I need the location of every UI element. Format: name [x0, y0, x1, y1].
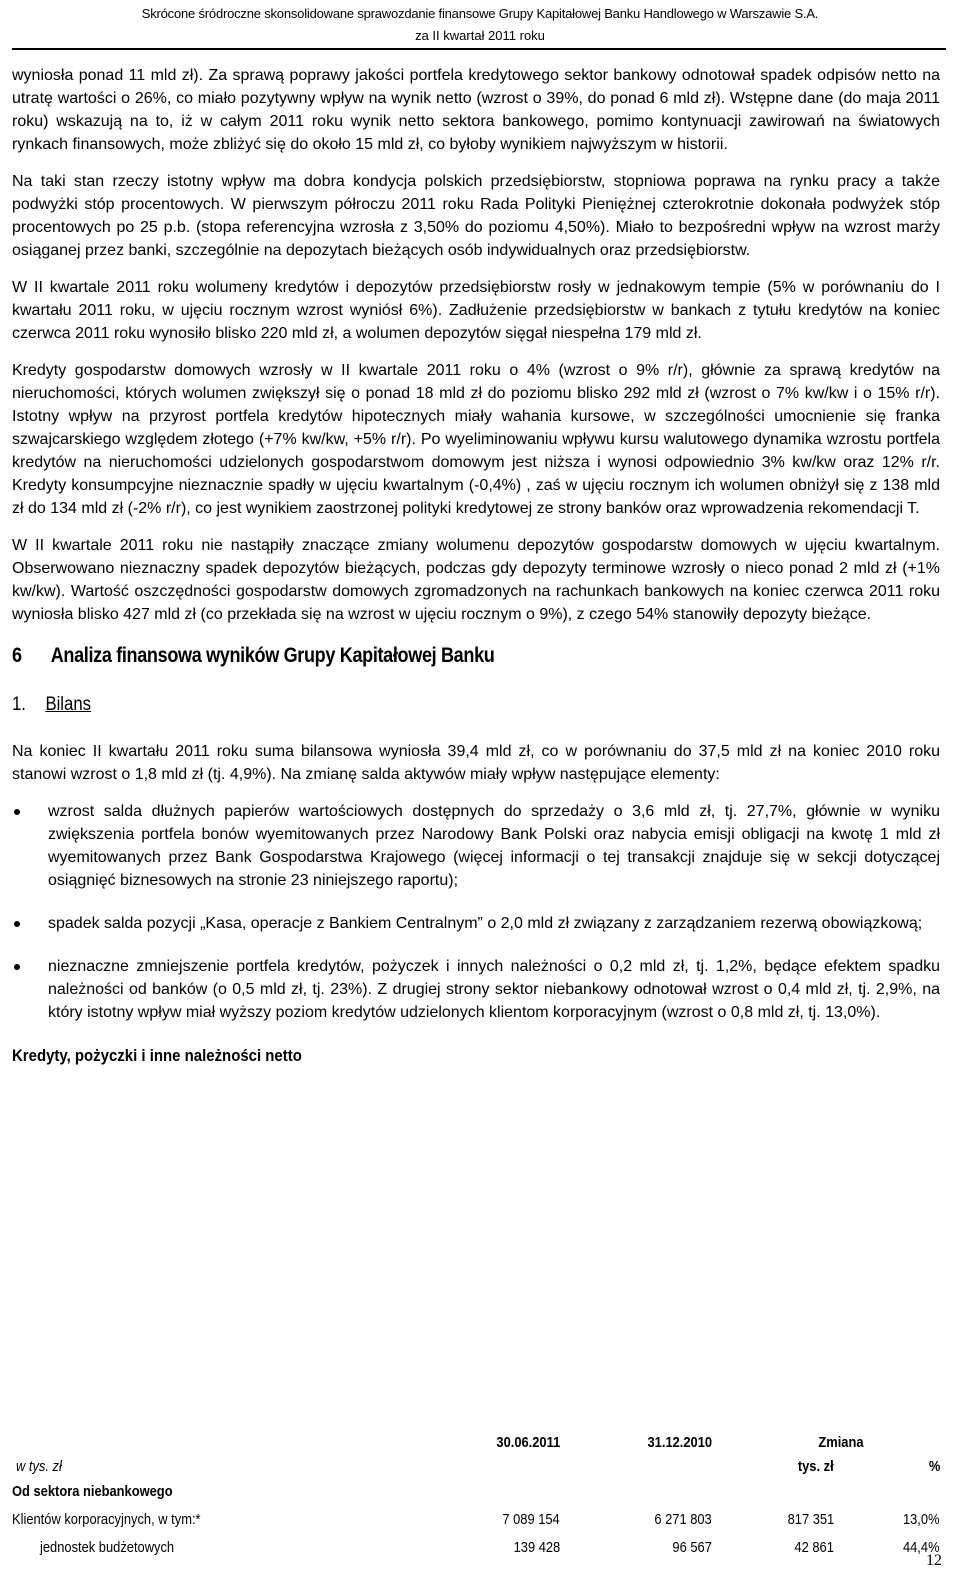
value-change: 42 861	[794, 1539, 834, 1556]
bullet-list	[12, 800, 940, 1024]
table-subheader-row	[12, 1456, 942, 1480]
column-header-change: Zmiana	[818, 1434, 864, 1451]
bullet-icon	[14, 809, 20, 815]
value-change-pct: 44,4%	[903, 1539, 940, 1556]
paragraph: W II kwartale 2011 roku nie nastąpiły znaczące zmiany wolumenu depozytów gospodarstw domowych w ujęciu kwartalnym. Obserwowano nieznaczny spadek depozytów bieżących, podczas gdy depozyty terminowe wzrosły o nieco ponad 2 mld zł (+1% kw/kw). Wartość oszczędności gospodarstw domowych zgromadzonych na rachunkach bankowych na koniec czerwca 2011 roku wyniosła blisko 427 mld zł (co przekłada się na wzrost w ujęciu rocznym o 9%), z czego 54% stanowiły depozyty bieżące.	[12, 537, 940, 623]
bullet-icon	[14, 964, 20, 970]
section-number: 6	[12, 644, 22, 667]
loans-table	[12, 1432, 942, 1564]
document-body	[12, 64, 940, 1068]
paragraph: wyniosła ponad 11 mld zł). Za sprawą poprawy jakości portfela kredytowego sektor bankowy odnotował spadek odpisów netto na utratę wartości o 26%, co miało pozytywny wpływ na wynik netto (wzrost o 39%, do ponad 6 mld zł). Wstępne dane (do maja 2011 roku) wskazują na to, iż w całym 2011 roku wynik netto sektora bankowego, pomimo kontynuacji zawirowań na światowych rynkach finansowych, może zbliżyć się do około 15 mld zł, co byłoby wynikiem najwyższym w historii.	[12, 67, 940, 153]
table-row	[12, 1534, 942, 1564]
subsection-number: 1.	[12, 694, 26, 715]
value-2010: 6 271 803	[654, 1511, 712, 1528]
bullet-icon	[14, 921, 20, 927]
value-2011: 7 089 154	[502, 1511, 560, 1528]
list-item	[12, 912, 940, 935]
intro-paragraph: Na koniec II kwartału 2011 roku suma bilansowa wyniosła 39,4 mld zł, co w porównaniu do 37,5 mld zł na koniec 2010 roku stanowi wzrost o 1,8 mld zł (tj. 4,9%). Na zmianę salda aktywów miały wpływ następujące elementy:	[12, 743, 940, 783]
value-change-pct: 13,0%	[903, 1511, 940, 1528]
list-item-text: nieznaczne zmniejszenie portfela kredytów, pożyczek i innych należności o 0,2 mld zł, tj. 1,2%, będące efektem spadku należności od banków (o 0,5 mld zł, tj. 23%). Z drugiej strony sektor niebankowy odnotował wzrost o 0,4 mld zł, tj. 2,9%, na który istotny wpływ miał wyższy poziom kredytów udzielonych klientom korporacyjnym (wzrost o 0,8 mld zł, tj. 13,0%).	[48, 958, 940, 1021]
list-item	[12, 800, 940, 892]
value-change: 817 351	[787, 1511, 834, 1528]
page-header	[0, 0, 960, 50]
header-divider	[12, 48, 946, 50]
value-2011: 139 428	[513, 1539, 560, 1556]
header-period: za II kwartał 2011 roku	[415, 28, 545, 43]
header-title: Skrócone śródroczne skonsolidowane sprawozdanie finansowe Grupy Kapitałowej Banku Handlowego w Warszawie S.A.	[141, 6, 819, 21]
section-heading	[12, 642, 810, 670]
column-header-2011: 30.06.2011	[496, 1434, 560, 1451]
value-2010: 96 567	[672, 1539, 712, 1556]
paragraph: Kredyty gospodarstw domowych wzrosły w II kwartale 2011 roku o 4% (wzrost o 9% r/r), głównie za sprawą kredytów na nieruchomości, których wolumen zwiększył się o ponad 18 mld zł do poziomu blisko 292 mld zł (wzrost o 7% kw/kw i o 15% r/r). Istotny wpływ na przyrost portfela kredytów hipotecznych miały wahania kursowe, w szczególności umocnienie się franka szwajcarskiego względem złotego (+7% kw/kw, +5% r/r). Po wyeliminowaniu wpływu kursu walutowego dynamika wzrostu portfela kredytów na nieruchomości udzielonych gospodarstwom domowym jest niższa i wynosi odpowiednio 3% kw/kw oraz 12% r/r. Kredyty konsumpcyjne nieznacznie spadły w ujęciu kwartalnym (-0,4%) , zaś w ujęciu rocznym ich wolumen obniżył się z 138 mld zł do 134 mld zł (-2% r/r), co jest wynikiem zaostrzonej polityki kredytowej ze strony banków oraz wprowadzenia rekomendacji T.	[12, 362, 940, 517]
section-label: Od sektora niebankowego	[12, 1483, 173, 1500]
table-row	[12, 1504, 942, 1534]
subsection-title: Bilans	[45, 694, 91, 715]
paragraph: Na taki stan rzeczy istotny wpływ ma dobra kondycja polskich przedsiębiorstw, stopniowa poprawa na rynku pracy a także podwyżki stóp procentowych. W pierwszym półroczu 2011 roku Rada Polityki Pieniężnej czterokrotnie dokonała podwyżek stóp procentowych po 25 p.b. (stopa referencyjna wzrosła z 3,50% do poziomu 4,50%). Miało to bezpośredni wpływ na wzrost marży osiąganej przez banki, szczególnie na depozytach bieżących osób indywidualnych oraz przedsiębiorstw.	[12, 173, 940, 259]
subsection-heading	[12, 692, 829, 718]
table-title: Kredyty, pożyczki i inne należności netto	[12, 1046, 302, 1065]
change-abs-header: tys. zł	[798, 1458, 834, 1475]
list-item-text: wzrost salda dłużnych papierów wartościowych dostępnych do sprzedaży o 3,6 mld zł, tj. 27,7%, głównie w wyniku zwiększenia portfela bonów wyemitowanych przez Narodowy Bank Polski oraz nabycia emisji obligacji na kwotę 1 mld zł wyemitowanych przez Bank Gospodarstwa Krajowego (więcej informacji o tej transakcji znajduje się w sekcji dotyczącej osiągnięć biznesowych na stronie 23 niniejszego raportu);	[48, 803, 940, 889]
column-header-2010: 31.12.2010	[647, 1434, 712, 1451]
section-title: Analiza finansowa wyników Grupy Kapitałowej Banku	[50, 644, 495, 667]
table-section-row	[12, 1480, 942, 1504]
paragraph: W II kwartale 2011 roku wolumeny kredytów i depozytów przedsiębiorstw rosły w jednakowym tempie (5% w porównaniu do I kwartału 2011 roku, w ujęciu rocznym wzrost wyniósł 6%). Zadłużenie przedsiębiorstw w bankach z tytułu kredytów na koniec czerwca 2011 roku wynosiło blisko 220 mld zł, a wolumen depozytów sięgał niespełna 179 mld zł.	[12, 279, 940, 342]
row-label: jednostek budżetowych	[40, 1539, 175, 1556]
list-item	[12, 955, 940, 1024]
unit-label: w tys. zł	[16, 1458, 62, 1475]
table-header-row	[12, 1432, 942, 1456]
row-label: Klientów korporacyjnych, w tym:*	[12, 1511, 201, 1528]
list-item-text: spadek salda pozycji „Kasa, operacje z Bankiem Centralnym” o 2,0 mld zł związany z zarządzaniem rezerwą obowiązkową;	[48, 915, 923, 932]
page-number: 12	[926, 1552, 942, 1569]
change-pct-header: %	[928, 1458, 940, 1475]
